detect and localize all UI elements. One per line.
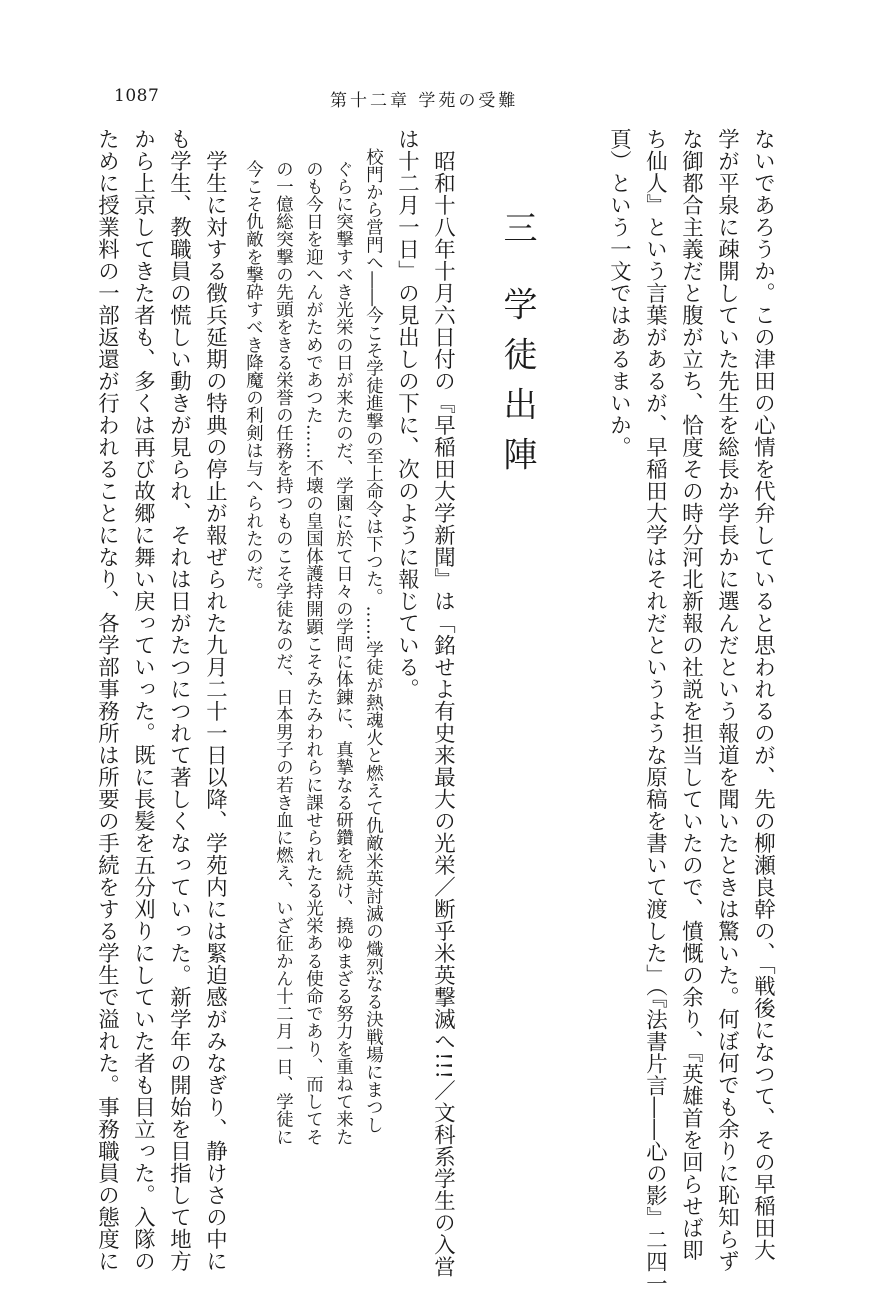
quote-column: の一億総突撃の先頭をきる栄誉の任務を持つものこそ学徒なのだ、日本男子の若き血に燃え、いざ征かん十二月一日、学徒に xyxy=(272,160,293,1146)
text-column: ち仙人』という言葉があるが、早稲田大学はそれだというような原稿を書いて渡した」（『法書片言――心の影』二四一 xyxy=(642,128,668,1295)
text-column: な御都合主義だと腹が立ち、恰度その時分河北新報の社説を担当していたので、憤慨の余り、『英雄首を回らせば即 xyxy=(678,128,704,1262)
text-column: 昭和十八年十月六日付の『早稲田大学新聞』は「銘せよ有史来最大の光栄／断乎米英撃滅へ!!!／文科系学生の入営 xyxy=(430,150,456,1278)
running-header: 第十二章 学苑の受難 xyxy=(330,91,519,111)
page-number: 1087 xyxy=(114,86,160,106)
text-column: 学が平泉に疎開していた先生を総長か学長かに選んだという報道を聞いたときは驚いた。何ぼ何でも余りに恥知らず xyxy=(714,128,740,1272)
quote-column: 今こそ仇敵を撃砕すべき降魔の利剣は与へられたのだ。 xyxy=(242,160,263,600)
text-column: は十二月一日」の見出しの下に、次のように報じている。 xyxy=(394,128,420,700)
quote-column: ぐらに突撃すべき光栄の日が来たのだ、学園に於て日々の学問に体錬に、真摯なる研鑽を続け、撓ゆまざる努力を重ねて来た xyxy=(332,160,353,1146)
text-column: 学生に対する徴兵延期の特典の停止が報ぜられた九月二十一日以降、学苑内には緊迫感がみなぎり、静けさの中に xyxy=(202,150,228,1272)
text-column: ために授業料の一部返還が行われることになり、各学部事務所は所要の手続をする学生で溢れた。事務職員の態度に xyxy=(94,128,120,1272)
section-title: 三 学徒出陣 xyxy=(497,210,537,487)
quote-column: 校門から営門へ――今こそ学徒進撃の至上命令は下つた。……学徒が熱魂火と燃えて仇敵米英討滅の熾烈なる決戦場にまつし xyxy=(362,148,383,1134)
text-column: ないであろうか。この津田の心情を代弁していると思われるのが、先の柳瀬良幹の、「戦後になつて、その早稲田大 xyxy=(750,128,776,1262)
text-column: も学生、教職員の慌しい動きが見られ、それは日がたつにつれて著しくなっていった。新学年の開始を目指して地方 xyxy=(166,128,192,1272)
text-column: 頁）という一文ではあるまいか。 xyxy=(606,128,632,458)
text-column: から上京してきた者も、多くは再び故郷に舞い戻っていった。既に長髪を五分刈りにしていた者も目立った。入隊の xyxy=(130,128,156,1272)
quote-column: のも今日を迎へんがためであつた……不壊の皇国体護持開顕こそみたみわれらに課せられたる光栄ある使命であり、而してそ xyxy=(302,160,323,1146)
